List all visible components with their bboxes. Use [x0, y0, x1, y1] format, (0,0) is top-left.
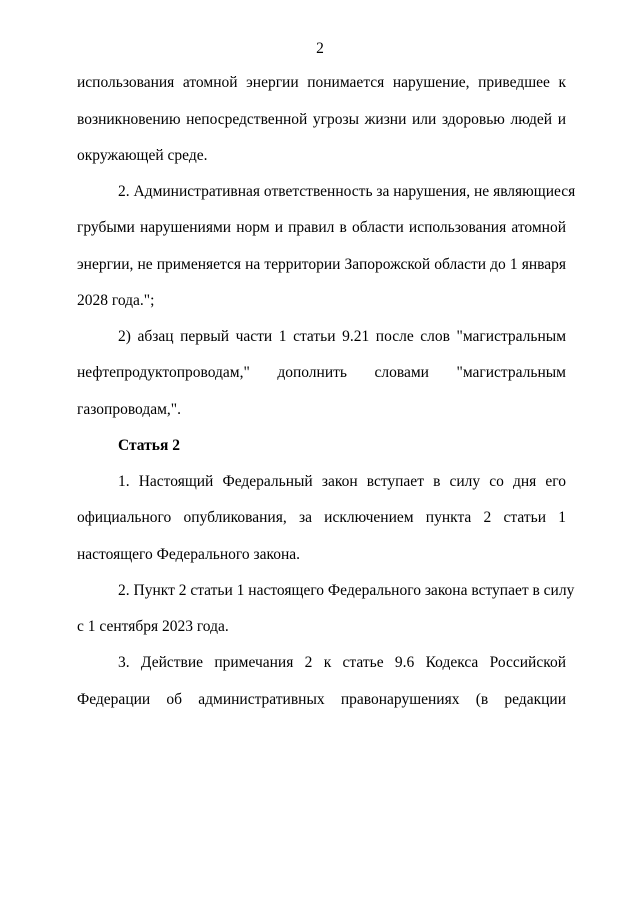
text-line: использования атомной энергии понимается нарушение, приведшее к	[77, 74, 566, 91]
page-number: 2	[316, 40, 324, 57]
text-line: нефтепродуктопроводам," дополнить словами "магистральным	[77, 364, 566, 381]
paragraph-first-line: 2) абзац первый части 1 статьи 9.21 после слов "магистральным	[118, 328, 566, 345]
text-line: 2028 года.";	[77, 292, 155, 309]
text-line: Федерации об административных правонарушениях (в редакции	[77, 691, 566, 708]
text-line: окружающей среде.	[77, 147, 208, 164]
paragraph-first-line: 2. Пункт 2 статьи 1 настоящего Федерального закона вступает в силу	[118, 582, 575, 599]
paragraph-first-line: 1. Настоящий Федеральный закон вступает в силу со дня его	[118, 473, 566, 490]
article-heading: Статья 2	[118, 437, 180, 454]
text-line: возникновению непосредственной угрозы жизни или здоровью людей и	[77, 111, 566, 128]
paragraph-first-line: 3. Действие примечания 2 к статье 9.6 Кодекса Российской	[118, 654, 566, 671]
text-line: с 1 сентября 2023 года.	[77, 618, 229, 635]
paragraph-first-line: 2. Административная ответственность за нарушения, не являющиеся	[118, 183, 576, 200]
text-line: официального опубликования, за исключением пункта 2 статьи 1	[77, 509, 566, 526]
text-line: настоящего Федерального закона.	[77, 546, 301, 563]
text-line: грубыми нарушениями норм и правил в области использования атомной	[77, 219, 566, 236]
text-line: газопроводам,".	[77, 401, 181, 418]
text-line: энергии, не применяется на территории Запорожской области до 1 января	[77, 256, 566, 273]
